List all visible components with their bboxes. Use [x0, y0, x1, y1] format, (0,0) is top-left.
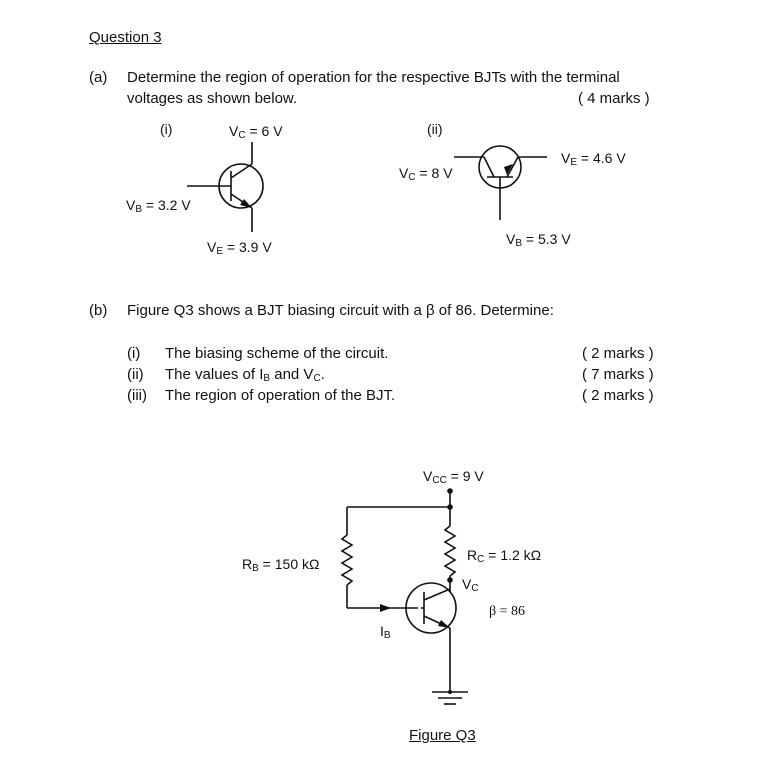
part-a-marks: ( 4 marks ) [578, 90, 650, 107]
figure-q3-circuit [342, 491, 468, 704]
transistor-ii-symbol [454, 146, 547, 220]
part-b-item-3-text: The region of operation of the BJT. [165, 387, 396, 404]
fig-rc-label: $R_C = 1.2$ kΩ [467, 547, 542, 565]
part-b-item-2-text: The values of $I_B$ and $V_C$. [165, 366, 325, 384]
part-b-item-2-marks: ( 7 marks ) [582, 366, 654, 383]
sub-ii-vc: $V_C = 8$ V [399, 165, 453, 183]
part-b-item-2-num: (ii) [127, 366, 144, 383]
fig-vcc-label: $V_{CC} = 9$ V [423, 468, 484, 486]
part-a-label: (a) [89, 69, 108, 86]
figure-caption: Figure Q3 [409, 727, 476, 744]
fig-ib-label: $I_B$ [380, 623, 391, 641]
fig-rb-label: $R_B = 150$ kΩ [242, 556, 320, 574]
part-b-item-1-text: The biasing scheme of the circuit. [165, 345, 389, 362]
top-junction-dot [447, 504, 453, 510]
vcc-node-dot [447, 488, 453, 494]
part-b-item-1-num: (i) [127, 345, 141, 362]
ground-node-dot [448, 690, 452, 694]
part-b-intro: Figure Q3 shows a BJT biasing circuit with a β of 86. Determine: [127, 302, 554, 319]
part-a-line1: Determine the region of operation for the respective BJTs with the terminal [127, 69, 620, 86]
sub-i-ve: $V_E = 3.9$ V [207, 239, 272, 257]
sub-ii-vb: $V_B = 5.3$ V [506, 231, 571, 249]
sub-i-label: (i) [160, 121, 173, 137]
sub-i-vb: $V_B = 3.2$ V [126, 197, 191, 215]
part-b-item-1-marks: ( 2 marks ) [582, 345, 654, 362]
emitter-arrow-fig [438, 620, 450, 628]
fig-vc-node-label: $V_C$ [462, 576, 479, 594]
part-b-item-3-marks: ( 2 marks ) [582, 387, 654, 404]
part-b-item-3-num: (iii) [127, 387, 147, 404]
vc-node-dot [447, 577, 453, 583]
sub-ii-label: (ii) [427, 121, 443, 137]
part-a-line2: voltages as shown below. [127, 90, 298, 107]
fig-beta-label: β = 86 [489, 604, 526, 619]
sub-i-vc: $V_C = 6$ V [229, 123, 283, 141]
question-title: Question 3 [89, 29, 162, 46]
ib-arrow [380, 604, 391, 612]
transistor-i-symbol [187, 142, 263, 232]
sub-ii-ve: $V_E = 4.6$ V [561, 150, 626, 168]
part-b-label: (b) [89, 302, 108, 319]
